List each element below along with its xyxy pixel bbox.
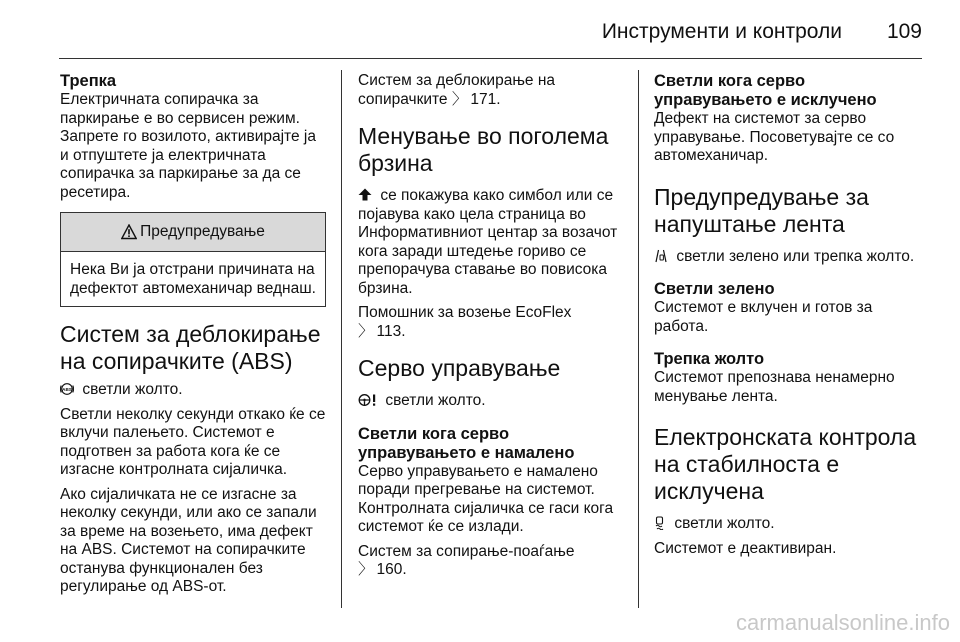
lane-green-title: Светли зелено (654, 280, 775, 298)
column-1 (60, 72, 326, 608)
column-divider-1 (341, 70, 342, 608)
page-header (0, 0, 960, 62)
gear-up-arrow-icon (358, 188, 372, 201)
heading-flash: Трепка (60, 72, 117, 90)
servo-ref-page: 160. (376, 561, 407, 578)
lane-icon-line (654, 248, 920, 267)
servo-sub-paragraph-2 (358, 543, 630, 580)
page-reference-arrow-icon: 〉 (451, 90, 468, 108)
warning-box-body: Нека Ви ја отстрани причината на дефектот автомеханичар веднаш. (70, 261, 316, 297)
servo-ref-text: Систем за сопирање-поаѓање (358, 542, 575, 560)
abs-icon-line (60, 381, 326, 400)
section-title-servo: Серво управување (358, 355, 561, 381)
lane-green-text: Системот е вклучен и готов за работа. (654, 299, 873, 335)
gear-paragraph-2 (358, 304, 630, 341)
abs-icon (60, 382, 74, 396)
section-title-esc: Електронската контрола на стабилноста е исклучена (654, 424, 917, 504)
column-divider-2 (638, 70, 639, 608)
abs-paragraph-2: Ако сијаличката не се изгасне за неколку секунди, или ако се запали за време на возењето, има дефект на ABS. Системот на сопирачките останува функционален без регулирање од ABS-от. (60, 485, 317, 595)
section-title-lane: Предупредување за напуштање лента (654, 183, 869, 237)
text-flash: Електричната сопирачка за паркирање е во сервисен режим. Запрете го возилото, активирајте ја и отпуштете ја електричната сопирачка за паркирање за да се ресетира. (60, 91, 316, 201)
esc-off-icon (654, 516, 666, 530)
gear-paragraph-1 (358, 187, 630, 298)
header-divider (59, 58, 922, 59)
warning-box-header (61, 213, 325, 252)
lane-icon-text: светли зелено или трепка жолто. (676, 247, 915, 265)
esc-icon-line (654, 515, 920, 534)
ref-brakes (358, 72, 630, 109)
watermark: carmanualsonline.info (735, 610, 950, 635)
servo-sub-paragraph-1: Серво управувањето е намалено поради прегревање на системот. Контролната сијаличка се гаси кога системот ќе се излади. (358, 462, 614, 535)
steering-wheel-exclamation-icon (358, 393, 378, 407)
warning-title: Предупредување (140, 222, 265, 240)
abs-paragraph-1: Светли неколку секунди откако ќе се вклучи палењето. Системот е подготвен за работа кога ќе се изгасне контролната сијаличка. (60, 405, 326, 478)
chapter-title: Инструменти и контроли (601, 20, 842, 43)
page-reference-arrow-icon: 〉 (358, 322, 374, 340)
abs-icon-text: светли жолто. (82, 381, 183, 398)
esc-text: Системот е деактивиран. (654, 539, 837, 557)
page-reference-arrow-icon: 〉 (358, 561, 374, 578)
page-number: 109 (886, 20, 922, 43)
servo-sub-title: Светли кога серво управувањето е намалено (358, 424, 575, 462)
ref-brakes-page: 171. (470, 90, 501, 108)
servo-off-title: Светли кога серво управувањето е исклучено (654, 72, 877, 109)
section-title-gear: Менување во поголема брзина (358, 123, 609, 176)
warning-box (60, 212, 326, 307)
servo-off-text: Дефект на системот за серво управување. Посоветувајте се со автомеханичар. (654, 110, 895, 164)
lane-yellow-title: Трепка жолто (654, 350, 765, 368)
section-title-abs: Систем за деблокирање на сопирачките (ABS) (60, 321, 321, 374)
ref-brakes-text: Систем за деблокирање на сопирачките (358, 72, 556, 108)
warning-triangle-icon (121, 224, 137, 240)
esc-icon-text: светли жолто. (674, 515, 775, 532)
gear-ref-page: 113. (376, 322, 406, 340)
gear-text-1: се покажува како симбол или се појавува како цела страница во Информативниот центар за возачот кога заради штедење гориво се препорачува ставање во повисока брзина. (358, 187, 618, 297)
column-2 (358, 72, 630, 608)
servo-icon-text: светли жолто. (385, 392, 486, 409)
lane-departure-icon (654, 249, 668, 263)
gear-ref-text: Помошник за возење EcoFlex (358, 304, 572, 321)
svg-text:ABS: ABS (62, 387, 72, 392)
servo-icon-line (358, 392, 630, 411)
lane-yellow-text: Системот препознава ненамерно менување лента. (654, 369, 895, 405)
column-3 (654, 72, 920, 608)
